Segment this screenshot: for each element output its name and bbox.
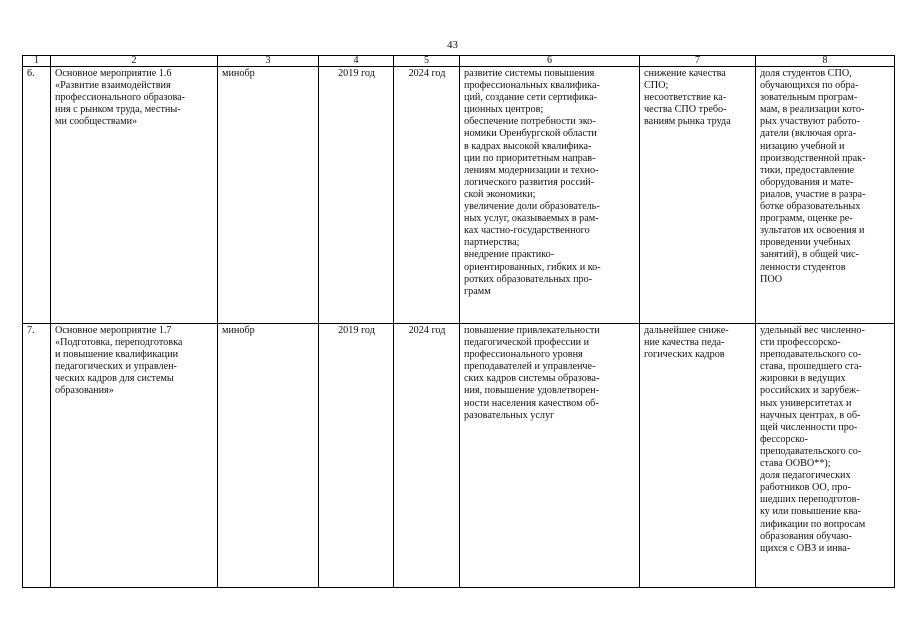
row-number: 7. bbox=[23, 324, 51, 588]
executor: минобр bbox=[218, 324, 319, 588]
table-row bbox=[23, 324, 895, 588]
header-col-5: 5 bbox=[394, 56, 460, 67]
row-number: 6. bbox=[23, 67, 51, 324]
expected-result: развитие системы повышения профессиональных квалифика- ций, создание сети сертифика- ционных центров; обеспечение потребности эко- номики Оренбургской области в кадрах высокой квалифика- ции по приоритетным направ- лениям модернизации и техно- логического развития россий- ской экономики; увеличение доли образователь- ных услуг, оказываемых в рам- ках частно-государственного партнерства; внедрение практико- ориентированных, гибких и ко- ротких образовательных про- грамм bbox=[460, 67, 640, 324]
non-implementation-consequences: снижение качества СПО; несоответствие ка- чества СПО требо- ваниям рынка труда bbox=[640, 67, 756, 324]
header-col-6: 6 bbox=[460, 56, 640, 67]
non-implementation-consequences: дальнейшее сниже- ние качества педа- гогических кадров bbox=[640, 324, 756, 588]
end-year: 2024 год bbox=[394, 324, 460, 588]
header-col-1: 1 bbox=[23, 56, 51, 67]
related-indicators: доля студентов СПО, обучающихся по обра- зовательным програм- мам, в реализации кото- рых участвуют работо- датели (включая орга- низацию учебной и производственной прак- тики, предоставление оборудования и мате- риалов, участие в разра- ботке образовательных программ, оценке ре- зультатов их освоения и проведении учебных занятий), в общей чис- ленности студентов ПОО bbox=[756, 67, 895, 324]
header-col-7: 7 bbox=[640, 56, 756, 67]
event-name: Основное мероприятие 1.7 «Подготовка, переподготовка и повышение квалификации педагогических и управлен- ческих кадров для системы образования» bbox=[51, 324, 218, 588]
start-year: 2019 год bbox=[319, 67, 394, 324]
header-row bbox=[23, 56, 895, 67]
table-row bbox=[23, 67, 895, 324]
header-col-4: 4 bbox=[319, 56, 394, 67]
expected-result: повышение привлекательности педагогической профессии и профессионального уровня преподавателей и управленче- ских кадров системы образова- ния, повышение удовлетворен- ности населения качеством об- разовательных услуг bbox=[460, 324, 640, 588]
page-number: 43 bbox=[447, 39, 458, 51]
measures-table bbox=[22, 55, 895, 588]
start-year: 2019 год bbox=[319, 324, 394, 588]
event-name: Основное мероприятие 1.6 «Развитие взаимодействия профессионального образова- ния с рынком труда, местны- ми сообществами» bbox=[51, 67, 218, 324]
header-col-2: 2 bbox=[51, 56, 218, 67]
header-col-8: 8 bbox=[756, 56, 895, 67]
executor: минобр bbox=[218, 67, 319, 324]
related-indicators: удельный вес численно- сти профессорско- преподавательского со- става, прошедшего ста- жировки в ведущих российских и зарубеж- ных университетах и научных центрах, в об- щей численности про- фессорско- преподавательского со- става ОOBO**); доля педагогических работников ОО, про- шедших переподготов- ку или повышение ква- лификации по вопросам образования обучаю- щихся с ОВЗ и инва- bbox=[756, 324, 895, 588]
header-col-3: 3 bbox=[218, 56, 319, 67]
end-year: 2024 год bbox=[394, 67, 460, 324]
